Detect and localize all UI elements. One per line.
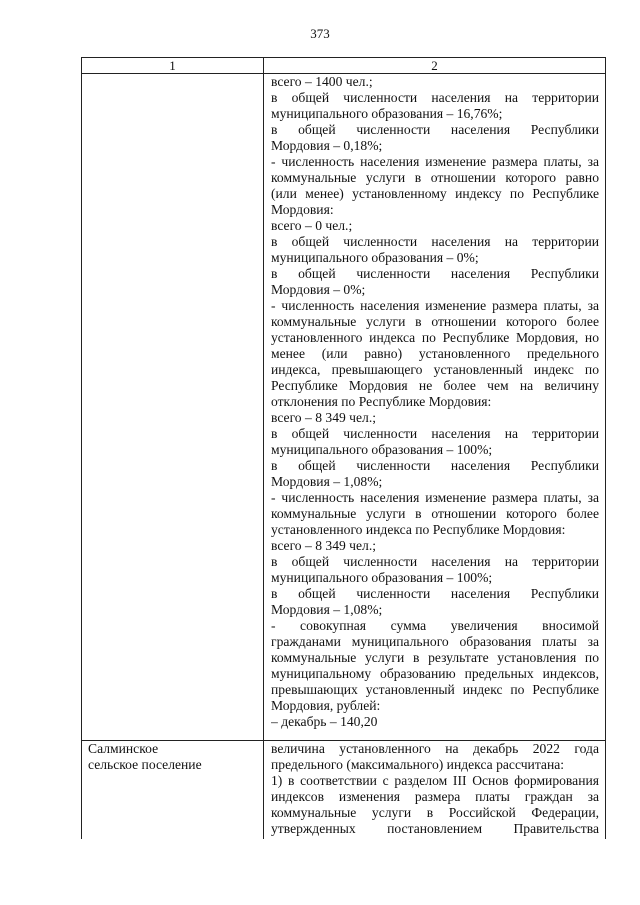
- text-line: коммунальные услуги в отношении которого равно: [271, 170, 599, 185]
- text-line: муниципального образования – 100%;: [271, 442, 493, 457]
- text-line: муниципального образования – 100%;: [271, 570, 493, 585]
- table-header-row: [82, 58, 606, 74]
- text-line: Салминское: [88, 741, 159, 756]
- text-line: 1) в соответствии с разделом III Основ формирования: [271, 773, 599, 788]
- text-line: Мордовия – 0%;: [271, 282, 366, 297]
- text-line: в общей численности населения на территории: [271, 234, 599, 249]
- text-line: муниципального образования – 0%;: [271, 250, 479, 265]
- text-line: всего – 1400 чел.;: [271, 74, 373, 89]
- text-line: отклонения по Республике Мордовия:: [271, 394, 492, 409]
- text-line: всего – 8 349 чел.;: [271, 538, 377, 553]
- text-line: гражданами муниципального образования платы за: [271, 634, 599, 649]
- table-row: [82, 74, 606, 741]
- text-line: индексов изменения размера платы граждан за: [271, 789, 599, 804]
- text-line: - численность населения изменение размера платы, за: [271, 298, 599, 313]
- table-row: [82, 741, 606, 840]
- row1-description-cell: [264, 74, 606, 741]
- text-line: - численность населения изменение размера платы, за: [271, 154, 599, 169]
- text-line: в общей численности населения на территории: [271, 90, 599, 105]
- text-line: Мордовия – 0,18%;: [271, 138, 383, 153]
- text-line: коммунальные услуги в Российской Федерации,: [271, 805, 599, 820]
- row1-municipality-cell: [82, 74, 264, 741]
- text-line: (или менее) установленному индексу по Республике: [271, 186, 599, 201]
- text-line: в общей численности населения Республики: [271, 266, 599, 281]
- text-line: всего – 8 349 чел.;: [271, 410, 377, 425]
- text-line: в общей численности населения на территории: [271, 554, 599, 569]
- column-header-1: 1: [82, 58, 264, 74]
- text-line: величина установленного на декабрь 2022 года: [271, 741, 599, 756]
- text-line: установленного индекса по Республике Мордовия, но: [271, 330, 599, 345]
- text-line: - совокупная сумма увеличения вносимой: [271, 618, 599, 633]
- row1-text: [264, 74, 605, 730]
- text-line: всего – 0 чел.;: [271, 218, 353, 233]
- text-line: коммунальные услуги в отношении которого более: [271, 314, 599, 329]
- text-line: Мордовия – 1,08%;: [271, 474, 383, 489]
- text-line: - численность населения изменение размера платы, за: [271, 490, 599, 505]
- text-line: муниципального образования – 16,76%;: [271, 106, 503, 121]
- text-line: установленного индекса по Республике Мордовия:: [271, 522, 566, 537]
- text-line: в общей численности населения на территории: [271, 426, 599, 441]
- page-number: 373: [310, 26, 330, 41]
- text-line: в общей численности населения Республики: [271, 586, 599, 601]
- text-line: сельское поселение: [88, 757, 202, 772]
- text-line: коммунальные услуги в результате установления по: [271, 650, 599, 665]
- text-line: муниципальному образованию предельных индексов,: [271, 666, 599, 681]
- text-line: предельного (максимального) индекса рассчитана:: [271, 757, 565, 772]
- text-line: превышающих установленный индекс по Республике: [271, 682, 599, 697]
- column-header-2: 2: [264, 58, 606, 74]
- text-line: в общей численности населения Республики: [271, 458, 599, 473]
- row2-municipality-cell: [82, 741, 264, 840]
- text-line: Республике Мордовия не более чем на величину: [271, 378, 599, 393]
- text-line: – декабрь – 140,20: [271, 714, 378, 729]
- text-line: утвержденных постановлением Правительства: [271, 821, 599, 836]
- text-line: менее (или равно) установленного предельного: [271, 346, 599, 361]
- text-line: Мордовия – 1,08%;: [271, 602, 383, 617]
- text-line: коммунальные услуги в отношении которого более: [271, 506, 599, 521]
- text-line: Мордовия:: [271, 202, 334, 217]
- row2-municipality-name: [82, 741, 263, 773]
- row2-text: [264, 741, 605, 837]
- text-line: индекса, превышающего установленный индекс по: [271, 362, 599, 377]
- text-line: в общей численности населения Республики: [271, 122, 599, 137]
- row2-description-cell: [264, 741, 606, 840]
- text-line: Мордовия, рублей:: [271, 698, 381, 713]
- document-table: [81, 57, 606, 839]
